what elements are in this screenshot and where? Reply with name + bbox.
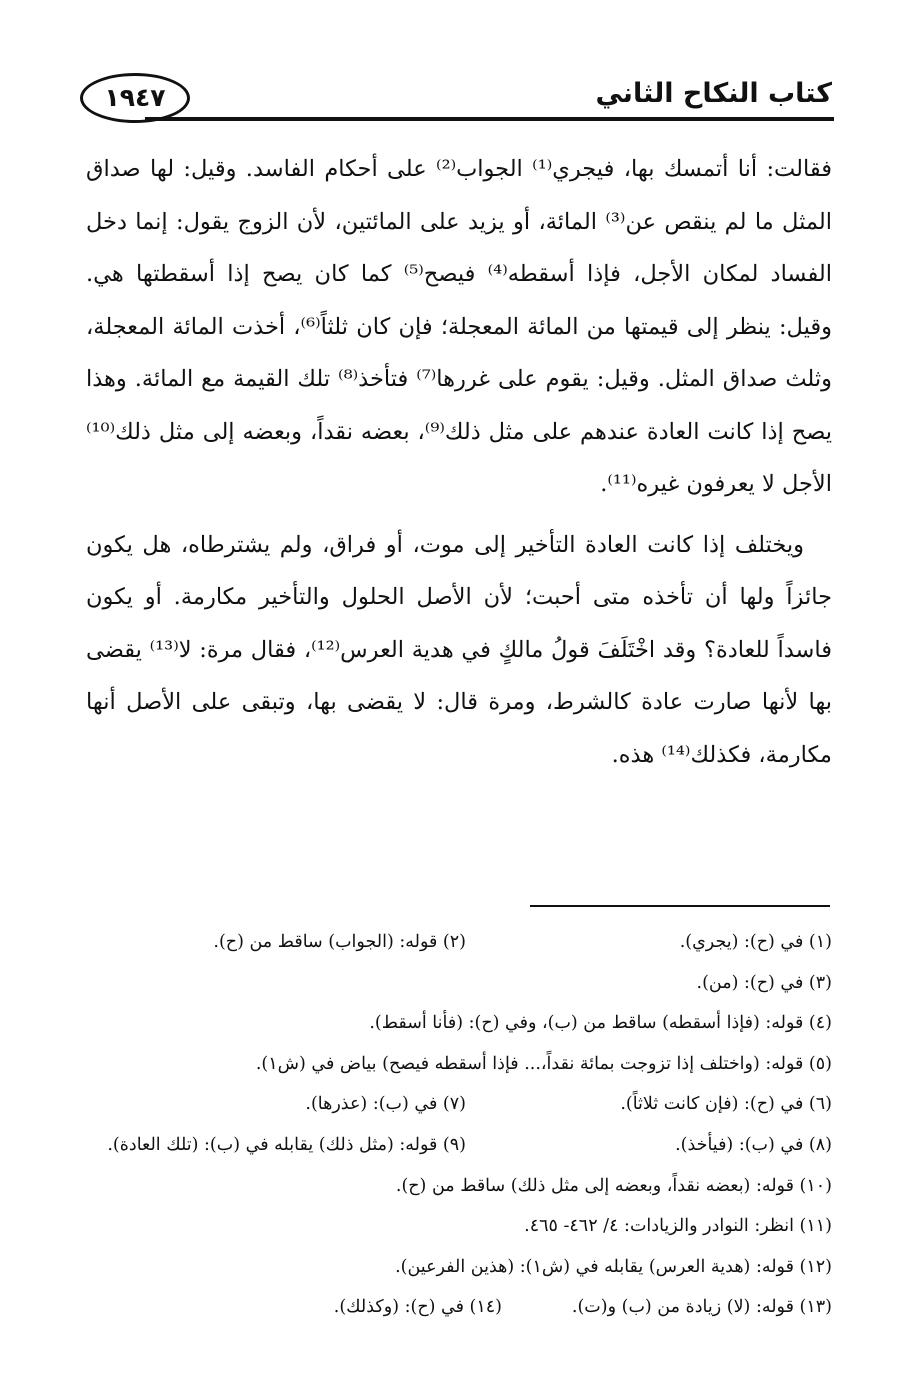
footnote: (٧) في (ب): (عذرها). [305, 1094, 466, 1115]
footnote: (٥) قوله: (واختلف إذا تزوجت بمائة نقداً،... فإذا أسقطه فيصح) بياض في (ش١). [255, 1053, 832, 1074]
page-number: ١٩٤٧ [104, 83, 166, 112]
footnote: (١) في (ح): (يجري). [679, 932, 832, 952]
footnote: (٨) في (ب): (فيأخذ). [675, 1134, 832, 1155]
footnote-line [90, 1003, 832, 1044]
footnote-line [90, 963, 832, 1004]
footnote-line [90, 1084, 832, 1125]
footnote-separator [530, 905, 830, 907]
footnote: (١٤) في (ح): (وكذلك). [333, 1297, 502, 1318]
footnote: (١٠) قوله: (بعضه نقداً، وبعضه إلى مثل ذلك) ساقط من (ح). [395, 1175, 832, 1196]
footnote-line [90, 1166, 832, 1207]
footnote-line [90, 922, 832, 963]
footnote-line [90, 1206, 832, 1247]
paragraph: فقالت: أنا أتمسك بها، فيجري⁽¹⁾ الجواب⁽²⁾ على أحكام الفاسد. وقيل: لها صداق المثل ما لم ينقص عن⁽³⁾ المائة، أو يزيد على المائتين، لأن الزوج يقول: إنما دخل الفساد لمكان الأجل، فإذا أسقطه⁽⁴⁾ فيصح⁽⁵⁾ كما كان يصح إذا أسقطتها هي. وقيل: ينظر إلى قيمتها من المائة المعجلة؛ فإن كان ثلثاً⁽⁶⁾، أخذت المائة المعجلة، وثلث صداق المثل. وقيل: يقوم على غررها⁽⁷⁾ فتأخذ⁽⁸⁾ تلك القيمة مع المائة. وهذا يصح إذا كانت العادة عندهم على مثل ذلك⁽⁹⁾، بعضه نقداً، وبعضه إلى مثل ذلك⁽¹⁰⁾ الأجل لا يعرفون غيره⁽¹¹⁾. [86, 156, 833, 497]
main-text [86, 143, 832, 781]
footnote-line [90, 1125, 832, 1166]
footnote: (٢) قوله: (الجواب) ساقط من (ح). [213, 932, 466, 952]
footnote: (٩) قوله: (مثل ذلك) يقابله في (ب): (تلك العادة). [107, 1134, 466, 1155]
footnote: (٤) قوله: (فإذا أسقطه) ساقط من (ب)، وفي (ح): (فأنا أسقط). [369, 1013, 832, 1034]
footnote: (٣) في (ح): (من). [696, 972, 832, 993]
header-rule [145, 117, 834, 121]
footnote: (١٣) قوله: (لا) زيادة من (ب) و(ت). [571, 1297, 832, 1318]
footnote-line [90, 1247, 832, 1288]
paragraph: ويختلف إذا كانت العادة التأخير إلى موت، أو فراق، ولم يشترطاه، هل يكون جائزاً ولها أن تأخذه متى أحبت؛ لأن الأصل الحلول والتأخير مكارمة. أو يكون فاسداً للعادة؟ وقد اخْتَلَفَ قولُ مالكٍ في هدية العرس⁽¹²⁾، فقال مرة: لا⁽¹³⁾ يقضى بها لأنها صارت عادة كالشرط، ومرة قال: لا يقضى بها، وتبقى على الأصل أنها مكارمة، فكذلك⁽¹⁴⁾ هذه. [86, 531, 832, 768]
footnote-line [90, 1044, 832, 1085]
running-header-title: كتاب النكاح الثاني [595, 78, 832, 109]
footnote-line [90, 1287, 832, 1328]
footnotes [90, 922, 832, 1328]
footnote: (١١) انظر: النوادر والزيادات: ٤/ ٤٦٢- ٤٦٥. [524, 1216, 832, 1237]
footnote: (٦) في (ح): (فإن كانت ثلاثاً). [620, 1094, 832, 1115]
footnote: (١٢) قوله: (هدية العرس) يقابله في (ش١): (هذين الفرعين). [395, 1256, 832, 1277]
